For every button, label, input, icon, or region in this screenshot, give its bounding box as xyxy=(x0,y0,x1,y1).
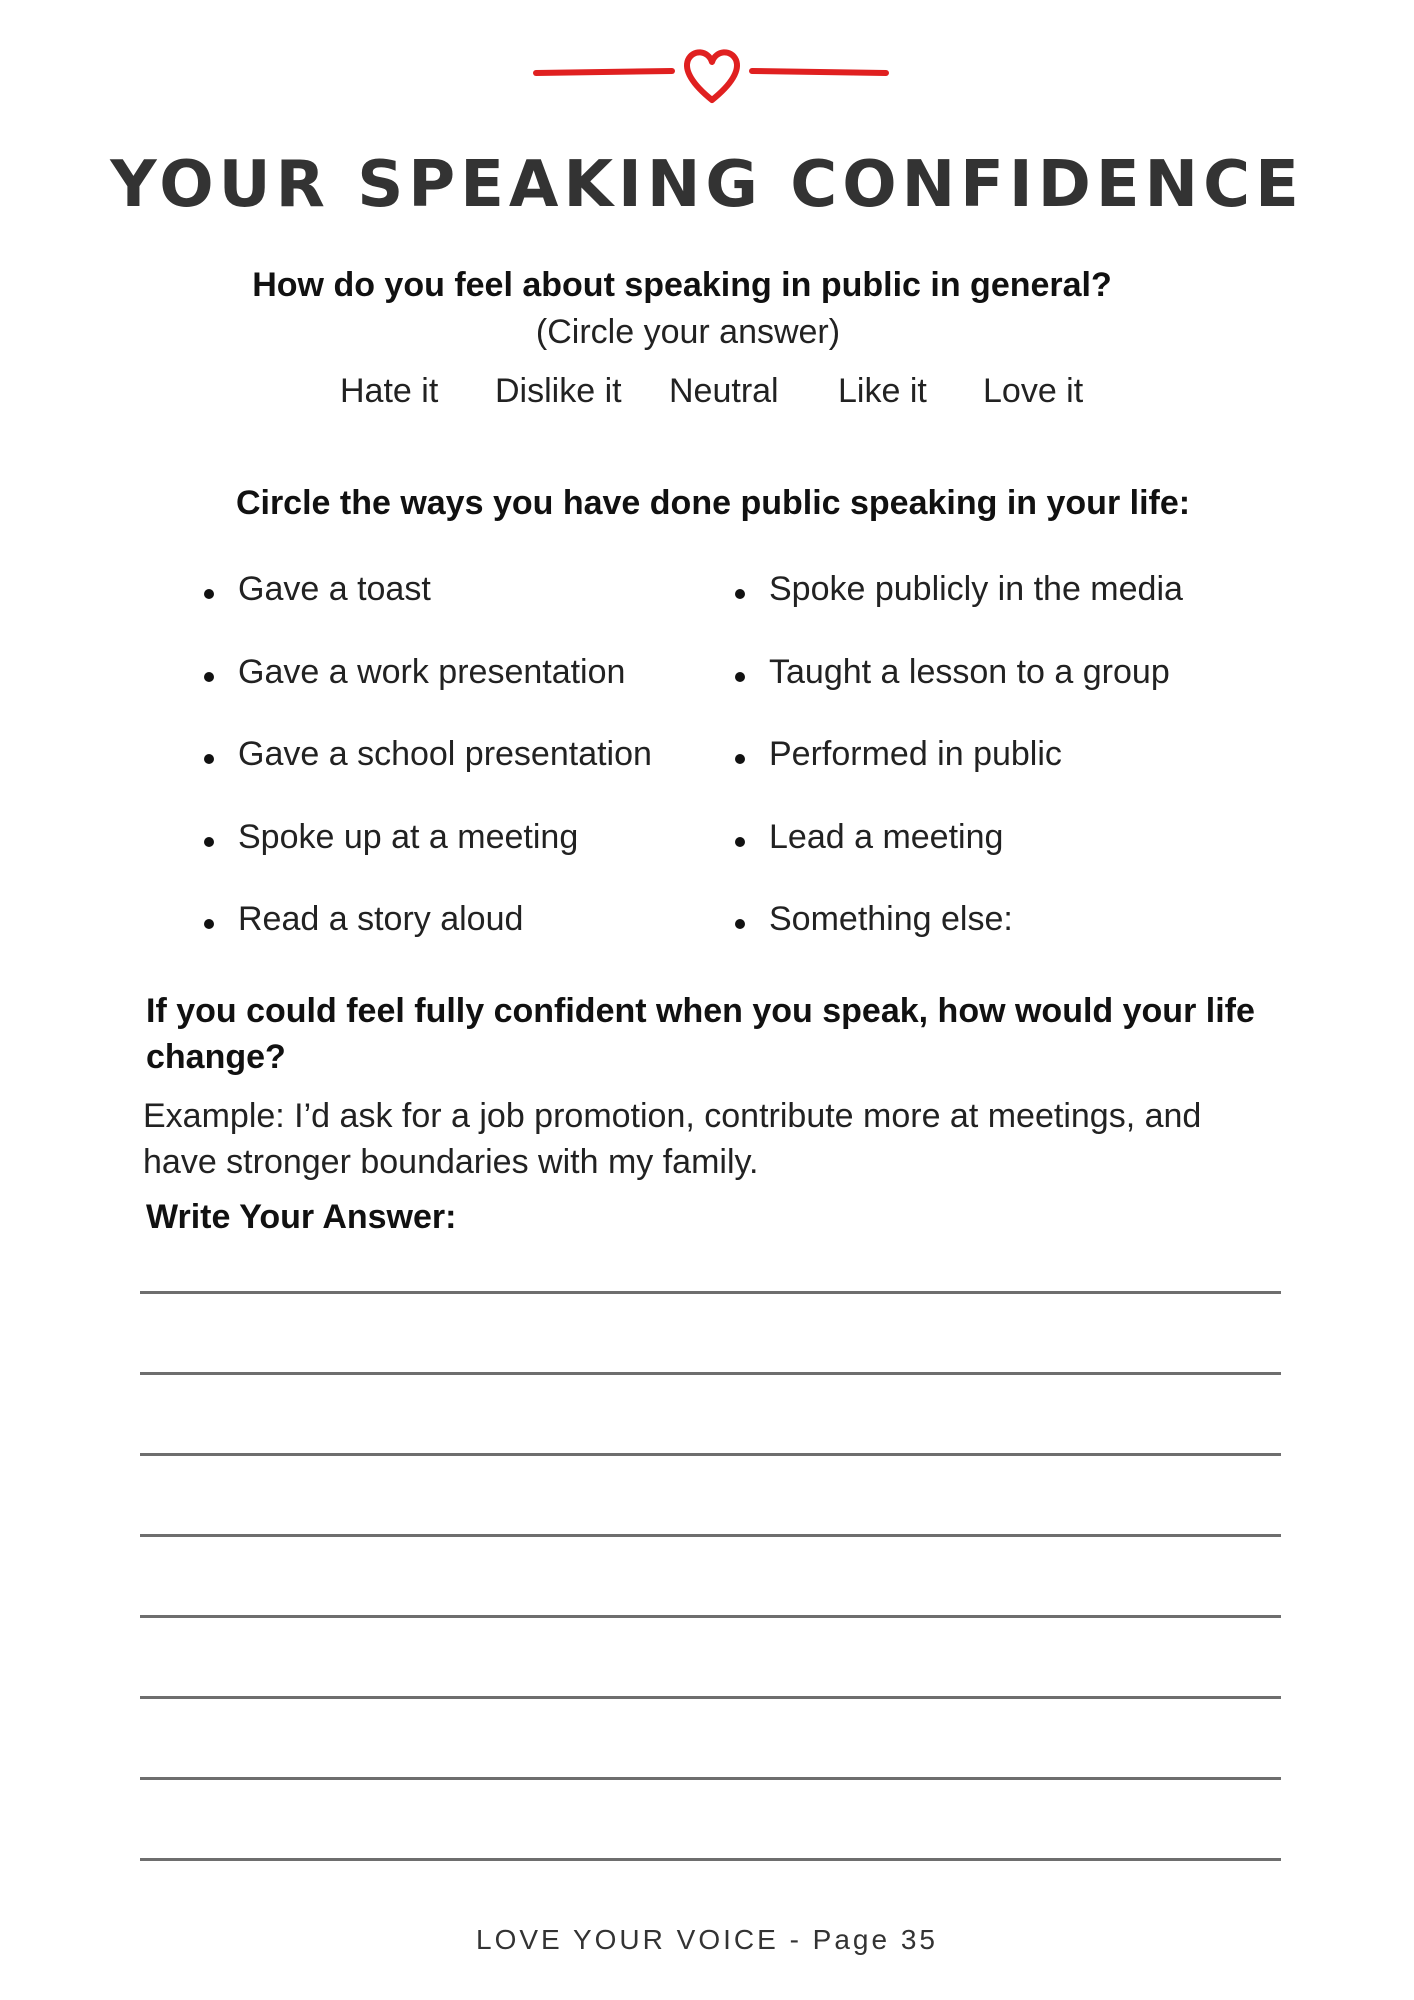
option-hate-it[interactable]: Hate it xyxy=(340,372,439,410)
heart-icon xyxy=(687,52,737,100)
page-title: YOUR SPEAKING CONFIDENCE xyxy=(110,148,1304,222)
bullet-icon xyxy=(735,837,745,847)
bullet-icon xyxy=(735,589,745,599)
bullet-icon xyxy=(735,754,745,764)
header-decoration xyxy=(0,0,1414,130)
answer-line[interactable] xyxy=(140,1777,1281,1780)
answer-line[interactable] xyxy=(140,1372,1281,1375)
option-neutral[interactable]: Neutral xyxy=(669,372,779,410)
list-item[interactable]: Gave a school presentation xyxy=(238,735,652,774)
list-item[interactable]: Gave a toast xyxy=(238,570,431,609)
bullet-icon xyxy=(204,589,214,599)
bullet-icon xyxy=(204,837,214,847)
page-footer: LOVE YOUR VOICE - Page 35 xyxy=(476,1924,938,1955)
right-rule xyxy=(752,71,886,73)
list-item[interactable]: Spoke publicly in the media xyxy=(769,570,1183,609)
list-item[interactable]: Read a story aloud xyxy=(238,900,523,939)
option-love-it[interactable]: Love it xyxy=(983,372,1084,410)
list-item[interactable]: Lead a meeting xyxy=(769,818,1003,857)
answer-line[interactable] xyxy=(140,1696,1281,1699)
answer-line[interactable] xyxy=(140,1291,1281,1294)
bullet-icon xyxy=(204,672,214,682)
bullet-icon xyxy=(204,754,214,764)
list-item[interactable]: Something else: xyxy=(769,900,1013,939)
answer-line[interactable] xyxy=(140,1534,1281,1537)
ways-question: Circle the ways you have done public speaking in your life: xyxy=(235,484,1191,522)
list-item[interactable]: Taught a lesson to a group xyxy=(769,653,1170,692)
list-item[interactable]: Performed in public xyxy=(769,735,1062,774)
list-item[interactable]: Gave a work presentation xyxy=(238,653,625,692)
write-answer-label: Write Your Answer: xyxy=(146,1198,457,1236)
option-dislike-it[interactable]: Dislike it xyxy=(495,372,622,410)
answer-line[interactable] xyxy=(140,1615,1281,1618)
bullet-icon xyxy=(735,919,745,929)
bullet-icon xyxy=(204,919,214,929)
left-rule xyxy=(536,71,672,73)
bullet-icon xyxy=(735,672,745,682)
confidence-question: If you could feel fully confident when you speak, how would your life change? xyxy=(146,992,1255,1076)
feel-question-hint: (Circle your answer) xyxy=(535,313,841,351)
list-item[interactable]: Spoke up at a meeting xyxy=(238,818,578,857)
answer-line[interactable] xyxy=(140,1858,1281,1861)
answer-line[interactable] xyxy=(140,1453,1281,1456)
example-text: Example: I’d ask for a job promotion, contribute more at meetings, and have stronger boundaries with my family. xyxy=(143,1097,1202,1181)
option-like-it[interactable]: Like it xyxy=(838,372,927,410)
feel-question: How do you feel about speaking in public in general? xyxy=(252,266,1112,304)
